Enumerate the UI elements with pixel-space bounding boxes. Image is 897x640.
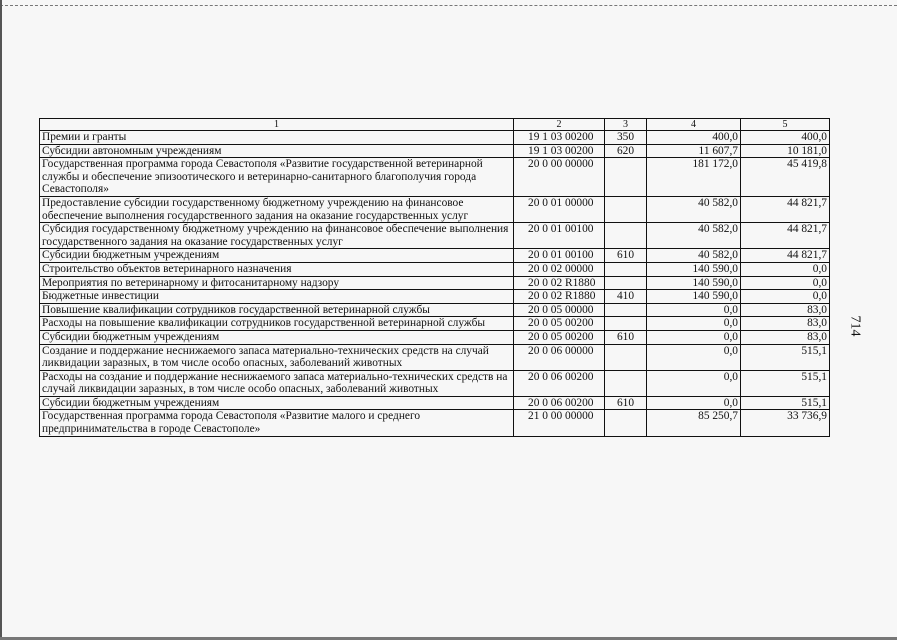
table-row: [40, 303, 830, 317]
row-name-cell: Субсидии бюджетным учреждениям: [40, 330, 514, 344]
row-code-cell: 20 0 06 00000: [514, 344, 605, 370]
row-value-col5-cell: 10 181,0: [741, 144, 830, 158]
row-type-cell: 610: [605, 330, 647, 344]
row-value-col5-cell: 400,0: [741, 131, 830, 145]
row-type-cell: 410: [605, 290, 647, 304]
row-value-col4-cell: 11 607,7: [647, 144, 741, 158]
row-value-col4-cell: 140 590,0: [647, 290, 741, 304]
row-name-cell: Повышение квалификации сотрудников государственной ветеринарной службы: [40, 303, 514, 317]
row-code-cell: 21 0 00 00000: [514, 410, 605, 436]
row-value-col5-cell: 0,0: [741, 290, 830, 304]
row-type-cell: [605, 262, 647, 276]
row-type-cell: [605, 223, 647, 249]
table-header-row: [40, 119, 830, 131]
scan-left-edge: [0, 0, 2, 640]
row-value-col4-cell: 140 590,0: [647, 262, 741, 276]
row-code-cell: 19 1 03 00200: [514, 131, 605, 145]
table-row: [40, 276, 830, 290]
row-type-cell: [605, 303, 647, 317]
row-name-cell: Государственная программа города Севастополя «Развитие государственной ветеринарной службы и обеспечение эпизоотического и ветеринарно-санитарного благополучия города Севастополя»: [40, 158, 514, 197]
row-name-cell: Субсидии бюджетным учреждениям: [40, 249, 514, 263]
row-code-cell: 20 0 00 00000: [514, 158, 605, 197]
row-type-cell: 350: [605, 131, 647, 145]
table-row: [40, 262, 830, 276]
row-value-col4-cell: 0,0: [647, 344, 741, 370]
row-name-cell: Субсидия государственному бюджетному учреждению на финансовое обеспечение выполнения государственного задания на оказание государственных услуг: [40, 223, 514, 249]
table-row: [40, 344, 830, 370]
budget-table: [39, 118, 830, 437]
table-row: [40, 396, 830, 410]
row-value-col5-cell: 515,1: [741, 396, 830, 410]
table-row: [40, 196, 830, 222]
table-row: [40, 330, 830, 344]
row-value-col4-cell: 0,0: [647, 396, 741, 410]
row-code-cell: 20 0 02 00000: [514, 262, 605, 276]
row-code-cell: 20 0 01 00000: [514, 196, 605, 222]
row-value-col5-cell: 33 736,9: [741, 410, 830, 436]
row-value-col4-cell: 400,0: [647, 131, 741, 145]
row-value-col5-cell: 44 821,7: [741, 223, 830, 249]
row-value-col5-cell: 83,0: [741, 330, 830, 344]
table-row: [40, 158, 830, 197]
row-code-cell: 20 0 05 00000: [514, 303, 605, 317]
row-value-col5-cell: 45 419,8: [741, 158, 830, 197]
row-value-col5-cell: 0,0: [741, 276, 830, 290]
row-name-cell: Субсидии автономным учреждениям: [40, 144, 514, 158]
budget-table-body: [40, 119, 830, 437]
row-name-cell: Расходы на повышение квалификации сотрудников государственной ветеринарной службы: [40, 317, 514, 331]
row-code-cell: 20 0 01 00100: [514, 249, 605, 263]
row-value-col4-cell: 40 582,0: [647, 249, 741, 263]
table-row: [40, 317, 830, 331]
row-type-cell: [605, 276, 647, 290]
row-name-cell: Расходы на создание и поддержание неснижаемого запаса материально-технических средств на случай ликвидации заразных, в том числе особо опасных, заболеваний животных: [40, 370, 514, 396]
row-value-col4-cell: 140 590,0: [647, 276, 741, 290]
row-value-col4-cell: 0,0: [647, 303, 741, 317]
table-row: [40, 144, 830, 158]
row-value-col5-cell: 83,0: [741, 317, 830, 331]
row-code-cell: 20 0 02 R1880: [514, 276, 605, 290]
row-code-cell: 20 0 01 00100: [514, 223, 605, 249]
row-type-cell: 610: [605, 249, 647, 263]
row-name-cell: Создание и поддержание неснижаемого запаса материально-технических средств на случай ликвидации заразных, в том числе особо опасных, заболеваний животных: [40, 344, 514, 370]
row-name-cell: Субсидии бюджетным учреждениям: [40, 396, 514, 410]
table-row: [40, 410, 830, 436]
table-row: [40, 290, 830, 304]
table-row: [40, 370, 830, 396]
table-row: [40, 131, 830, 145]
row-name-cell: Премии и гранты: [40, 131, 514, 145]
row-code-cell: 20 0 05 00200: [514, 330, 605, 344]
row-name-cell: Бюджетные инвестиции: [40, 290, 514, 304]
row-name-cell: Строительство объектов ветеринарного назначения: [40, 262, 514, 276]
row-code-cell: 20 0 02 R1880: [514, 290, 605, 304]
table-row: [40, 223, 830, 249]
table-row: [40, 249, 830, 263]
row-code-cell: 20 0 06 00200: [514, 396, 605, 410]
row-type-cell: 610: [605, 396, 647, 410]
row-type-cell: [605, 370, 647, 396]
row-value-col5-cell: 44 821,7: [741, 196, 830, 222]
row-type-cell: [605, 317, 647, 331]
row-value-col4-cell: 0,0: [647, 330, 741, 344]
header-col-2: 2: [514, 119, 605, 131]
row-code-cell: 19 1 03 00200: [514, 144, 605, 158]
row-name-cell: Государственная программа города Севастополя «Развитие малого и среднего предпринимательства в городе Севастополе»: [40, 410, 514, 436]
row-value-col5-cell: 515,1: [741, 344, 830, 370]
row-value-col5-cell: 0,0: [741, 262, 830, 276]
row-type-cell: 620: [605, 144, 647, 158]
row-value-col4-cell: 0,0: [647, 370, 741, 396]
row-value-col4-cell: 0,0: [647, 317, 741, 331]
row-value-col5-cell: 44 821,7: [741, 249, 830, 263]
row-type-cell: [605, 158, 647, 197]
scan-top-edge: [0, 0, 897, 6]
row-value-col4-cell: 40 582,0: [647, 196, 741, 222]
row-value-col4-cell: 181 172,0: [647, 158, 741, 197]
row-name-cell: Мероприятия по ветеринарному и фитосанитарному надзору: [40, 276, 514, 290]
row-name-cell: Предоставление субсидии государственному бюджетному учреждению на финансовое обеспечение выполнения государственного задания на оказание государственных услуг: [40, 196, 514, 222]
row-code-cell: 20 0 05 00200: [514, 317, 605, 331]
header-col-1: 1: [40, 119, 514, 131]
header-col-4: 4: [647, 119, 741, 131]
header-col-3: 3: [605, 119, 647, 131]
row-type-cell: [605, 410, 647, 436]
row-code-cell: 20 0 06 00200: [514, 370, 605, 396]
row-value-col4-cell: 85 250,7: [647, 410, 741, 436]
header-col-5: 5: [741, 119, 830, 131]
row-type-cell: [605, 344, 647, 370]
row-value-col4-cell: 40 582,0: [647, 223, 741, 249]
page-number: 714: [847, 315, 863, 337]
row-value-col5-cell: 83,0: [741, 303, 830, 317]
row-value-col5-cell: 515,1: [741, 370, 830, 396]
row-type-cell: [605, 196, 647, 222]
